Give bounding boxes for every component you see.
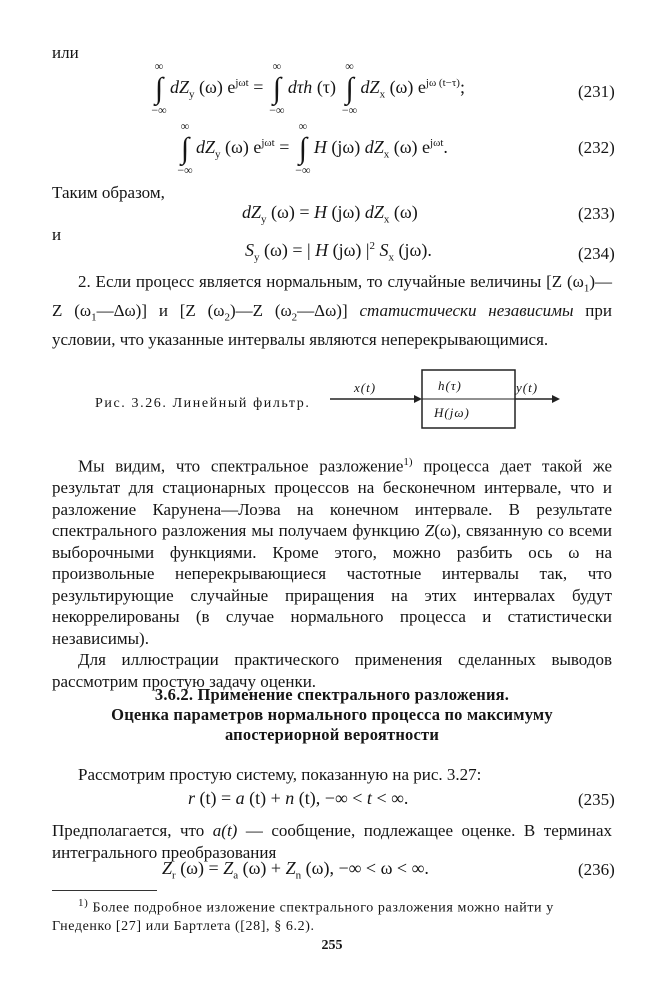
output-arrow-head: [552, 395, 560, 403]
impulse-response-label: h(τ): [438, 378, 462, 393]
integral-sign: ∞ ∫ −∞: [269, 59, 285, 117]
equation-235: r (t) = a (t) + n (t), −∞ < t < ∞.: [188, 788, 409, 808]
equation-233: $dZ_y$ (ω) = H (jω) $dZ_x$ (ω): [242, 202, 418, 226]
output-signal-label: y(t): [516, 380, 539, 395]
equation-232: ∞ ∫ −∞ $dZ_y$ (ω) $e^{j\omega t}$ = ∞ ∫ −∞ H (jω) $dZ_x$ (ω) $e^{j\omega t}$.: [177, 119, 448, 177]
integral-sign: ∞ ∫ −∞: [151, 59, 167, 117]
paragraph-normal-process: 2. Если процесс является нормальным, то случайные величины [Z $(\omega_1)—Z$ $(\omega_1—\Delta\omega)$] и [Z $(\omega_2)—Z$ $(\omega_2—\Delta\omega)$] статистически независимы при условии, что указанные интервалы являются неперекрывающимися.: [52, 272, 612, 349]
input-signal-label: x(t): [354, 380, 377, 395]
linear-filter-diagram: [330, 360, 560, 435]
equation-number-233: (233): [578, 204, 615, 223]
paragraph-simple-system: Рассмотрим простую систему, показанную на рис. 3.27:: [78, 765, 482, 784]
equation-231: ∞ ∫ −∞ $dZ_y$ (ω) $e^{j\omega t}$ = ∞ ∫ −∞ dτh (τ) ∞ ∫ −∞ $dZ_x$ (ω) $e^{j\omega (t-\tau)}$;: [151, 59, 465, 117]
equation-number-236: (236): [578, 860, 615, 879]
page-number: 255: [321, 938, 343, 953]
footnote-rule: [52, 890, 157, 891]
equation-number-234: (234): [578, 244, 615, 263]
equation-number-235: (235): [578, 790, 615, 809]
footnote: $^{1)}$ Более подробное изложение спектрального разложения можно найти у Гнеденко [27] или Бартлета ([28], § 6.2).: [52, 897, 554, 934]
paragraph-illustration: Для иллюстрации практического применения сделанных выводов рассмотрим простую задачу оценки.: [52, 650, 612, 691]
integral-sign: ∞ ∫ −∞: [341, 59, 358, 117]
paragraph-spectral-decomposition: Мы видим, что спектральное разложение$^{1)}$ процесса дает такой же результат для стационарных процессов на бесконечном интервале, что и разложение Карунена—Лоэва на конечном интервале. В результате спектрального разложения мы получаем функцию Z(ω), связанную со всеми выборочными функциями. Кроме этого, можно разбить ось ω на произвольные неперекрывающиеся частотные интервалы так, что результирующие случайные приращения на этих интервалах будут некоррелированы (в случае нормального процесса и статистически независимы). Для иллюстрации практического применения сделанных выводов рассмотрим простую задачу оценки.: [52, 456, 613, 691]
text-takim-obrazom: Таким образом,: [52, 183, 165, 202]
word-and: и: [52, 225, 62, 244]
equation-236: $Z_r$ $(\omega) = Z_a$ $(\omega) + Z_n$ (ω), −∞ < ω < ∞.: [162, 858, 429, 882]
integral-sign: ∞ ∫ −∞: [295, 119, 311, 177]
section-heading: 3.6.2. Применение спектрального разложения. Оценка параметров нормального процесса по максимуму апостериорной вероятности: [111, 685, 553, 744]
paragraph-message: Предполагается, что a(t) — сообщение, подлежащее оценке. В терминах интегрального преобразования: [52, 821, 612, 862]
equation-number-232: (232): [578, 138, 615, 157]
equation-234: $S_y$ (ω) = | H (jω) $|^2$ $S_x$ (jω).: [245, 240, 432, 264]
equation-number-231: (231): [578, 82, 615, 101]
transfer-function-label: H(jω): [434, 405, 470, 420]
input-arrow-head: [414, 395, 422, 403]
word-ili: или: [52, 43, 79, 62]
integral-sign: ∞ ∫ −∞: [177, 119, 193, 177]
figure-caption: Рис. 3.26. Линейный фильтр.: [95, 396, 311, 411]
